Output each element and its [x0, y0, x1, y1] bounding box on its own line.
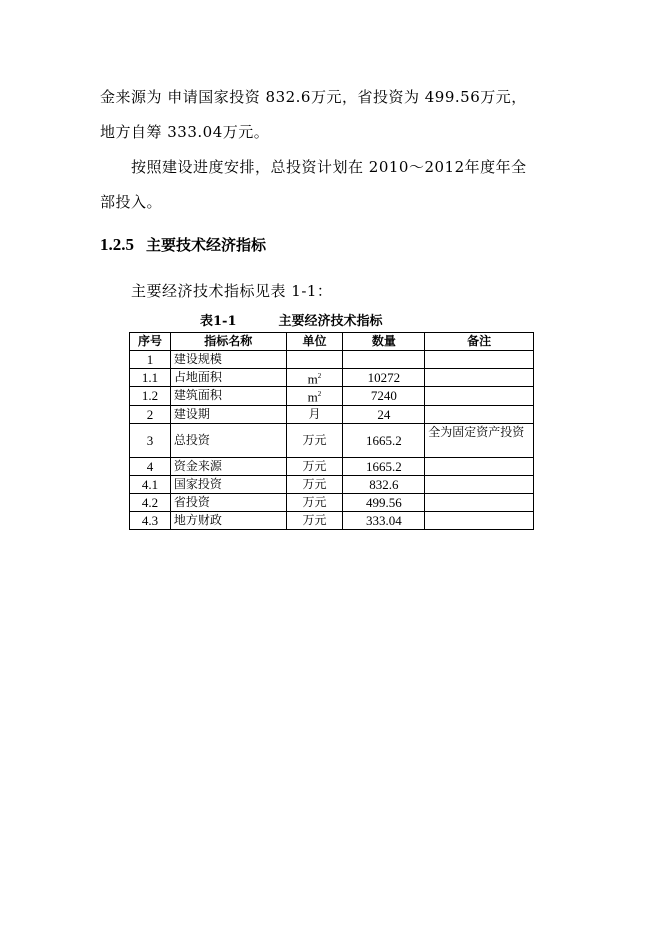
- cell-note: [425, 387, 534, 405]
- table-row: [130, 457, 534, 475]
- table-row: [130, 493, 534, 511]
- cell-note: [425, 457, 534, 475]
- cell-qty: 1665.2: [343, 423, 425, 457]
- cell-unit: [286, 351, 343, 369]
- header-qty: 数量: [343, 333, 425, 351]
- cell-note: [425, 369, 534, 387]
- cell-no: 4.1: [130, 475, 171, 493]
- table-caption-title: 主要经济技术指标: [278, 314, 383, 329]
- paragraph-funding-sources: 金来源为 申请国家投资 832.6万元，省投资为 499.56万元，: [100, 88, 527, 106]
- cell-qty: 7240: [343, 387, 425, 405]
- cell-name: 省投资: [170, 493, 286, 511]
- cell-no: 2: [130, 405, 171, 423]
- cell-no: 4.2: [130, 493, 171, 511]
- cell-qty: 24: [343, 405, 425, 423]
- table-row: [130, 351, 534, 369]
- paragraph-local-funding: 地方自筹 333.04万元。: [100, 123, 270, 141]
- header-unit: 单位: [286, 333, 343, 351]
- table-row: [130, 511, 534, 529]
- cell-no: 4.3: [130, 511, 171, 529]
- header-no: 序号: [130, 333, 171, 351]
- cell-note: 全为固定资产投资: [425, 423, 534, 457]
- cell-qty: 333.04: [343, 511, 425, 529]
- cell-note: [425, 493, 534, 511]
- cell-unit: 万元: [286, 457, 343, 475]
- paragraph-schedule-end: 部投入。: [100, 193, 163, 211]
- cell-no: 3: [130, 423, 171, 457]
- cell-name: 建设期: [170, 405, 286, 423]
- cell-name: 建设规模: [170, 351, 286, 369]
- table-header-row: [130, 333, 534, 351]
- table-row: [130, 405, 534, 423]
- cell-name: 国家投资: [170, 475, 286, 493]
- cell-note: [425, 475, 534, 493]
- section-heading: [100, 234, 266, 255]
- cell-no: 1.2: [130, 387, 171, 405]
- cell-unit: [286, 369, 343, 387]
- table-caption: [200, 310, 383, 329]
- table-caption-label: 表1-1: [200, 314, 237, 329]
- cell-note: [425, 511, 534, 529]
- section-intro: 主要经济技术指标见表 1-1：: [131, 282, 333, 300]
- cell-no: 1: [130, 351, 171, 369]
- cell-no: 1.1: [130, 369, 171, 387]
- unit-superscript: 2: [317, 390, 322, 399]
- header-name: 指标名称: [170, 333, 286, 351]
- cell-qty: 10272: [343, 369, 425, 387]
- table-row: [130, 423, 534, 457]
- indicator-table: [129, 332, 534, 530]
- cell-name: 建筑面积: [170, 387, 286, 405]
- table-row: [130, 387, 534, 405]
- table-row: [130, 475, 534, 493]
- cell-note: [425, 405, 534, 423]
- table-row: [130, 369, 534, 387]
- cell-qty: 499.56: [343, 493, 425, 511]
- cell-note: [425, 351, 534, 369]
- unit-superscript: 2: [317, 372, 322, 380]
- cell-unit: 万元: [286, 511, 343, 529]
- section-number: 1.2.5: [100, 235, 134, 254]
- section-title: 主要技术经济指标: [146, 236, 267, 254]
- cell-unit: 万元: [286, 493, 343, 511]
- cell-name: 占地面积: [170, 369, 286, 387]
- cell-no: 4: [130, 457, 171, 475]
- cell-qty: 1665.2: [343, 457, 425, 475]
- cell-unit: 月: [286, 405, 343, 423]
- unit-text: m: [307, 371, 318, 387]
- cell-name: 资金来源: [170, 457, 286, 475]
- cell-qty: [343, 351, 425, 369]
- header-note: 备注: [425, 333, 534, 351]
- unit-text: m: [307, 389, 318, 405]
- cell-qty: 832.6: [343, 475, 425, 493]
- cell-unit: [286, 387, 343, 405]
- paragraph-schedule: 按照建设进度安排，总投资计划在 2010～2012年度年全: [131, 158, 527, 176]
- cell-unit: 万元: [286, 475, 343, 493]
- cell-name: 总投资: [170, 423, 286, 457]
- cell-name: 地方财政: [170, 511, 286, 529]
- cell-unit: 万元: [286, 423, 343, 457]
